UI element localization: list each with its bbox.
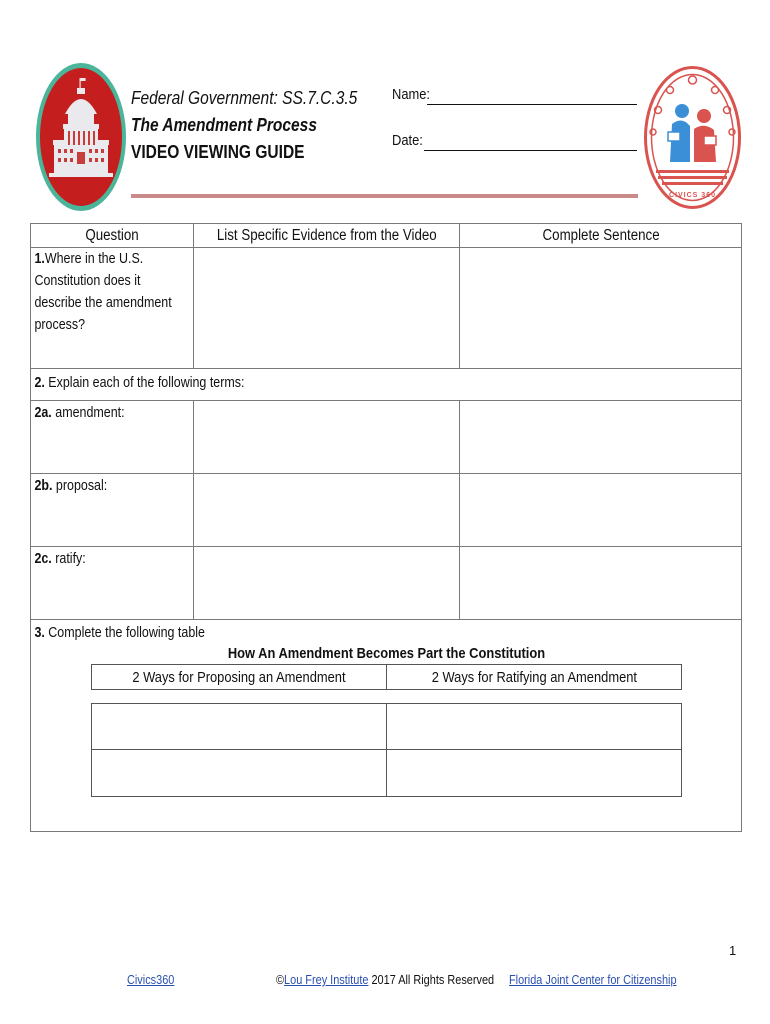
question-2-text: Explain each of the following terms: (44, 375, 245, 391)
question-1-cell (31, 248, 194, 369)
table-header-row (31, 224, 742, 248)
q1-evidence-cell[interactable] (193, 248, 460, 369)
question-2b-cell (31, 474, 194, 547)
proposing-way-2-cell[interactable] (92, 750, 387, 797)
question-2a-number: 2a. (34, 405, 52, 421)
q2b-sentence-cell[interactable] (460, 474, 742, 547)
question-1-number: 1. (34, 251, 45, 267)
name-label: Name: (392, 86, 431, 103)
table-row-q2b (31, 474, 742, 547)
inner-spacer (92, 690, 682, 704)
civics360-link[interactable]: Civics360 (127, 972, 175, 987)
viewing-guide-table (30, 223, 742, 832)
question-2-number: 2. (34, 375, 45, 391)
q2c-sentence-cell[interactable] (460, 547, 742, 620)
q2a-evidence-cell[interactable] (193, 401, 460, 474)
question-2b-number: 2b. (34, 478, 53, 494)
sentence-header: Complete Sentence (460, 224, 742, 248)
footer-copyright (276, 972, 494, 987)
q2b-evidence-cell[interactable] (193, 474, 460, 547)
ratifying-way-2-cell[interactable] (387, 750, 682, 797)
question-2b-text: proposal: (52, 478, 108, 494)
name-field[interactable] (427, 104, 637, 105)
florida-joint-center-link[interactable]: Florida Joint Center for Citizenship (509, 972, 677, 987)
question-2c-text: ratify: (51, 551, 86, 567)
capitol-logo (35, 62, 127, 212)
question-2c-cell (31, 547, 194, 620)
q2a-sentence-cell[interactable] (460, 401, 742, 474)
header-divider (131, 194, 638, 198)
footer-right (509, 972, 677, 987)
date-field[interactable] (424, 150, 637, 151)
date-label: Date: (392, 132, 423, 149)
guide-title: VIDEO VIEWING GUIDE (131, 141, 305, 162)
rights-text: 2017 All Rights Reserved (368, 972, 495, 987)
q2c-evidence-cell[interactable] (193, 547, 460, 620)
copyright-symbol: © (276, 972, 285, 987)
table-row-q2c (31, 547, 742, 620)
page-number: 1 (729, 943, 737, 958)
question-2c-number: 2c. (34, 551, 52, 567)
question-1-text: Where in the U.S. Constitution does it describe the amendment process? (34, 251, 172, 333)
lesson-title: The Amendment Process (131, 114, 317, 135)
proposing-way-1-cell[interactable] (92, 704, 387, 750)
table-row-q2 (31, 369, 742, 401)
ratifying-way-1-cell[interactable] (387, 704, 682, 750)
question-2a-cell (31, 401, 194, 474)
question-3-cell (31, 620, 742, 832)
table-row-q1 (31, 248, 742, 369)
question-3-number: 3. (34, 625, 45, 641)
question-2a-text: amendment: (51, 405, 125, 421)
svg-text:CIVICS 360: CIVICS 360 (669, 192, 716, 199)
proposing-header: 2 Ways for Proposing an Amendment (92, 665, 387, 690)
question-2-cell (31, 369, 742, 401)
ratifying-header: 2 Ways for Ratifying an Amendment (387, 665, 682, 690)
footer-left (127, 972, 174, 987)
table-row-q3 (31, 620, 742, 832)
civics360-seal-logo (644, 66, 741, 209)
question-3-text: Complete the following table (44, 625, 205, 641)
table-row-q2a (31, 401, 742, 474)
subject-title: Federal Government: SS.7.C.3.5 (131, 87, 358, 108)
question-header: Question (31, 224, 194, 248)
lou-frey-institute-link[interactable]: Lou Frey Institute (284, 972, 369, 987)
amendment-table-title: How An Amendment Becomes Part the Constitution (227, 645, 545, 662)
amendment-ways-table (91, 664, 682, 797)
q1-sentence-cell[interactable] (460, 248, 742, 369)
evidence-header: List Specific Evidence from the Video (193, 224, 460, 248)
